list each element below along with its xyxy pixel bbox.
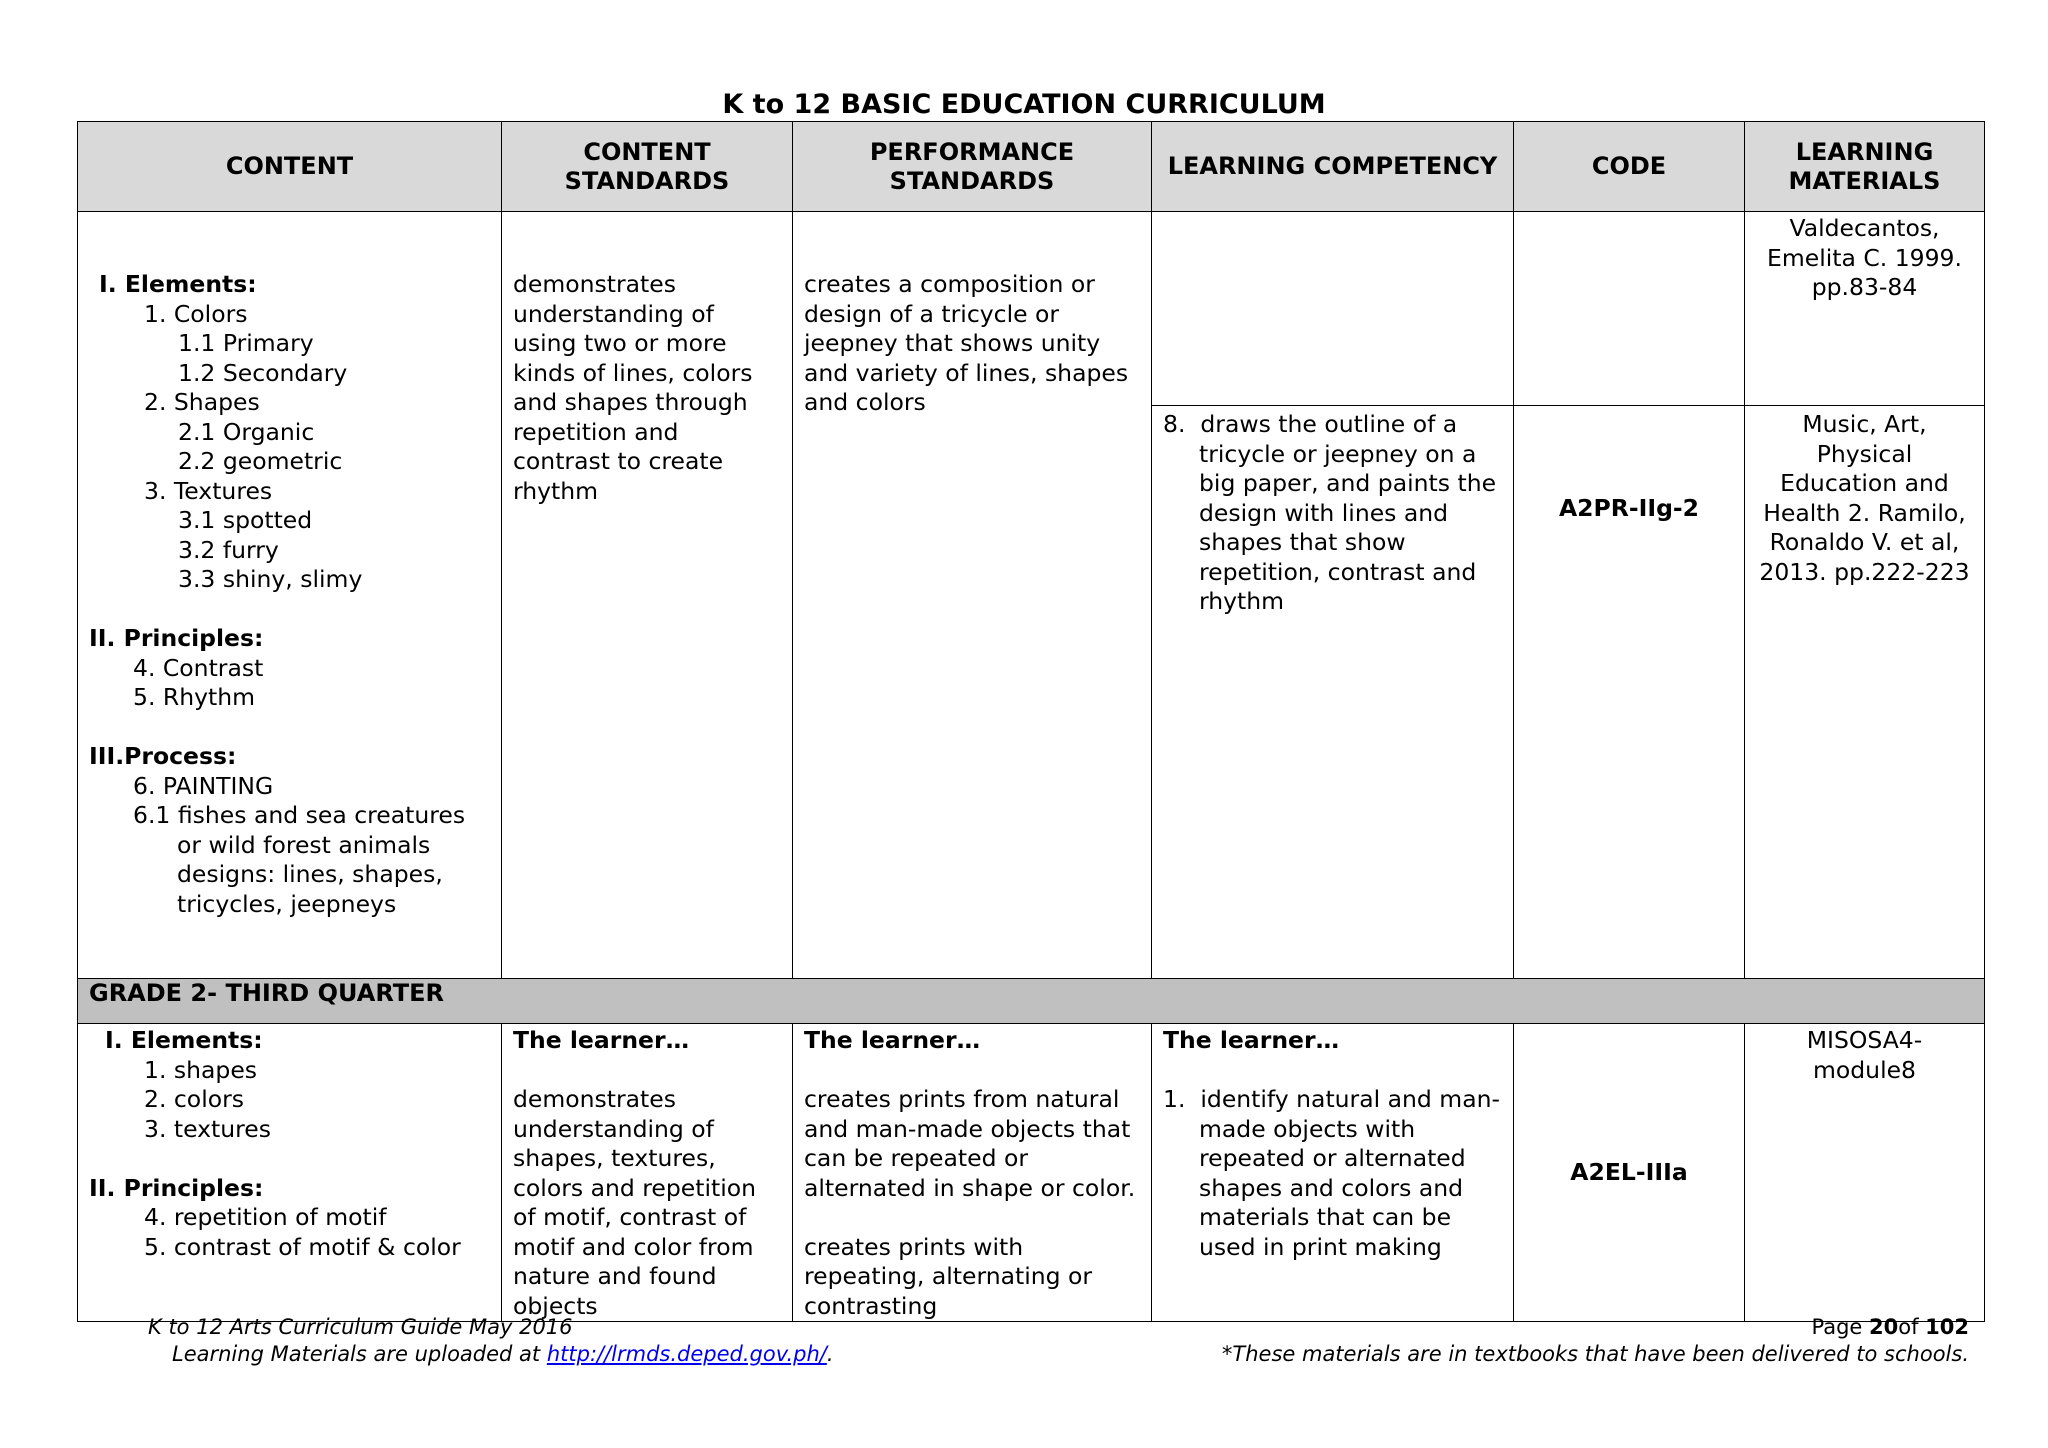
footer-upload-prefix: Learning Materials are uploaded at	[172, 1342, 547, 1366]
table-row	[78, 1024, 1985, 1322]
competency-text: identify natural and man-made objects with repeated or alternated shapes and colors and materials that can be used in print making	[1199, 1085, 1500, 1261]
header-content-standards: CONTENT STANDARDS	[502, 122, 793, 212]
materials-cell	[1745, 406, 1985, 979]
competency-number: 8.	[1163, 410, 1186, 438]
quarter-heading: GRADE 2- THIRD QUARTER	[78, 979, 1985, 1024]
code-cell	[1514, 1024, 1745, 1322]
list-item: 2. colors	[144, 1085, 245, 1113]
learner-label: The learner…	[804, 1026, 981, 1054]
materials-cell	[1745, 212, 1985, 406]
content-heading: III.Process:	[89, 742, 237, 770]
list-item: 3. Textures	[144, 476, 273, 505]
content-heading: I. Elements:	[99, 270, 257, 298]
competency-cell	[1152, 1024, 1514, 1322]
learner-label: The learner…	[513, 1026, 690, 1054]
competency-cell-empty	[1152, 212, 1514, 406]
performance-standard-cell	[793, 1024, 1152, 1322]
performance-standard-cell	[793, 212, 1152, 979]
footer-textbook-note: *These materials are in textbooks that have been delivered to schools.	[1221, 1342, 1969, 1366]
list-item: designs: lines, shapes,	[177, 860, 443, 888]
list-item: 5. contrast of motif & color	[144, 1232, 461, 1261]
lrmds-link[interactable]: http://lrmds.deped.gov.ph/	[546, 1342, 827, 1366]
content-cell	[78, 1024, 502, 1322]
page-total: 102	[1925, 1315, 1969, 1339]
list-item: 4. repetition of motif	[144, 1203, 387, 1231]
page-number	[1222, 1314, 1969, 1341]
list-item: or wild forest animals	[177, 830, 431, 859]
header-performance-standards: PERFORMANCE STANDARDS	[793, 122, 1152, 212]
list-item: 3.1 spotted	[178, 506, 313, 534]
content-standard-text: demonstrates understanding of shapes, textures, colors and repetition of motif, contrast of motif and color from nature and found objects	[513, 1085, 756, 1320]
competency-cell	[1152, 406, 1514, 979]
code-cell	[1514, 406, 1745, 979]
list-item: 3.2 furry	[178, 535, 279, 564]
content-heading: I. Elements:	[105, 1026, 263, 1054]
materials-text: Music, Art, Physical Education and Health 2. Ramilo, Ronaldo V. et al, 2013. pp.222-223	[1759, 410, 1970, 586]
footer-upload-suffix: .	[826, 1342, 834, 1366]
performance-standard-text: creates prints with repeating, alternating or contrasting	[804, 1232, 1093, 1320]
learner-label: The learner…	[1163, 1026, 1340, 1054]
competency-text: draws the outline of a tricycle or jeepney on a big paper, and paints the design with lines and shapes that show repetition, contrast and rhythm	[1199, 410, 1497, 615]
list-item: 6.1 fishes and sea creatures	[133, 801, 466, 829]
page-of: of	[1898, 1315, 1926, 1339]
header-content: CONTENT	[78, 122, 502, 212]
footer-right	[1222, 1314, 1969, 1368]
table-header-row	[78, 122, 1985, 212]
list-item: 6. PAINTING	[133, 771, 274, 800]
list-item: 1. Colors	[144, 299, 248, 328]
materials-text: MISOSA4-module8	[1806, 1026, 1923, 1084]
list-item: 1. shapes	[144, 1055, 258, 1084]
materials-cell	[1745, 1024, 1985, 1322]
content-heading: II. Principles:	[89, 1173, 264, 1202]
document-title: K to 12 BASIC EDUCATION CURRICULUM	[722, 89, 1326, 120]
list-item: 1.1 Primary	[178, 329, 314, 357]
materials-text: Valdecantos, Emelita C. 1999. pp.83-84	[1767, 214, 1962, 301]
competency-code: A2PR-IIg-2	[1558, 494, 1700, 522]
quarter-heading-row	[78, 979, 1985, 1024]
curriculum-table	[77, 121, 1985, 1322]
page-current: 20	[1869, 1315, 1899, 1339]
list-item: 5. Rhythm	[133, 683, 256, 711]
footer-guide-title: K to 12 Arts Curriculum Guide May 2016	[148, 1315, 573, 1339]
list-item: 2. Shapes	[144, 388, 260, 416]
footer-left	[148, 1314, 834, 1368]
content-standard-cell	[502, 212, 793, 979]
list-item: tricycles, jeepneys	[177, 889, 397, 918]
list-item: 3.3 shiny, slimy	[178, 565, 363, 593]
performance-standard-text: creates prints from natural and man-made objects that can be repeated or alternated in shape or color.	[804, 1085, 1136, 1202]
competency-code: A2EL-IIIa	[1570, 1157, 1688, 1186]
list-item: 2.2 geometric	[178, 447, 343, 475]
list-item: 3. textures	[144, 1114, 272, 1143]
competency-number: 1.	[1163, 1085, 1186, 1113]
content-cell	[78, 212, 502, 979]
content-heading: II. Principles:	[89, 624, 264, 652]
performance-standard-text: creates a composition or design of a tricycle or jeepney that shows unity and variety of lines, shapes and colors	[804, 270, 1129, 416]
header-code: CODE	[1514, 122, 1745, 212]
list-item: 4. Contrast	[133, 653, 264, 682]
page-label: Page	[1811, 1315, 1869, 1339]
list-item: 1.2 Secondary	[178, 358, 348, 387]
footer-upload-note	[148, 1341, 834, 1368]
content-standard-text: demonstrates understanding of using two or more kinds of lines, colors and shapes through repetition and contrast to create rhythm	[513, 270, 753, 505]
header-learning-materials: LEARNING MATERIALS	[1745, 122, 1985, 212]
table-row	[78, 212, 1985, 406]
content-standard-cell	[502, 1024, 793, 1322]
list-item: 2.1 Organic	[178, 417, 315, 446]
code-cell-empty	[1514, 212, 1745, 406]
header-learning-competency: LEARNING COMPETENCY	[1152, 122, 1514, 212]
